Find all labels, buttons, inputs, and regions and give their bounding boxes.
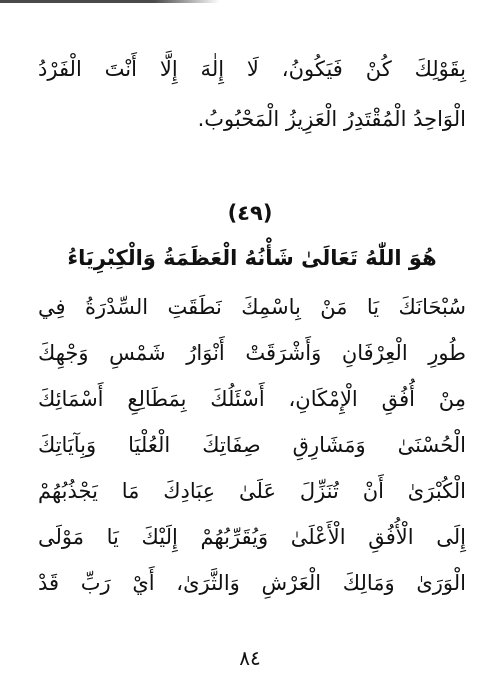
body-line-1: سُبْحَانَكَ يَا مَنْ بِاسْمِكَ نَطَقَتِ السِّدْرَةُ فِي [38,295,466,319]
intro-line-2: الْوَاحِدُ الْمُقْتَدِرُ الْعَزِيزُ الْمَحْبُوبُ. [197,107,466,131]
body-line-7: الْوَرَىٰ وَمَالِكَ الْعَرْشِ وَالثَّرَىٰ، أَيْ رَبِّ قَدْ [38,571,466,595]
intro-line-1: بِقَوْلِكَ كُنْ فَيَكُونُ، لَا إِلٰهَ إِلَّا أَنْتَ الْفَرْدُ [38,57,466,81]
section-heading: هُوَ اللّٰهُ تَعَالَىٰ شَأْنُهُ الْعَظَمَةُ وَالْكِبْرِيَاءُ [67,246,437,270]
section-number: (٤٩) [227,201,273,225]
top-rule-divider [0,0,220,3]
body-line-2: طُورِ الْعِرْفَانِ وَأَشْرَقَتْ أَنْوَارُ شَمْسِ وَجْهِكَ [38,341,466,365]
page-number: ٨٤ [239,646,261,670]
body-line-3: مِنْ أُفُقِ الْإِمْكَانِ، أَسْئَلُكَ بِمَطَالِعِ أَسْمَائِكَ [38,387,466,411]
body-line-6: إِلَى الْأُفُقِ الْأَعْلَىٰ وَيُقَرِّبُهُمْ إِلَيْكَ يَا مَوْلَى [38,525,466,549]
body-line-5: الْكُبْرَىٰ أَنْ تُنَزِّلَ عَلَىٰ عِبَادِكَ مَا يَجْذُبُهُمْ [38,479,466,503]
body-line-4: الْحُسْنَىٰ وَمَشَارِقِ صِفَاتِكَ الْعُلْيَا وَبِآيَاتِكَ [38,433,466,457]
